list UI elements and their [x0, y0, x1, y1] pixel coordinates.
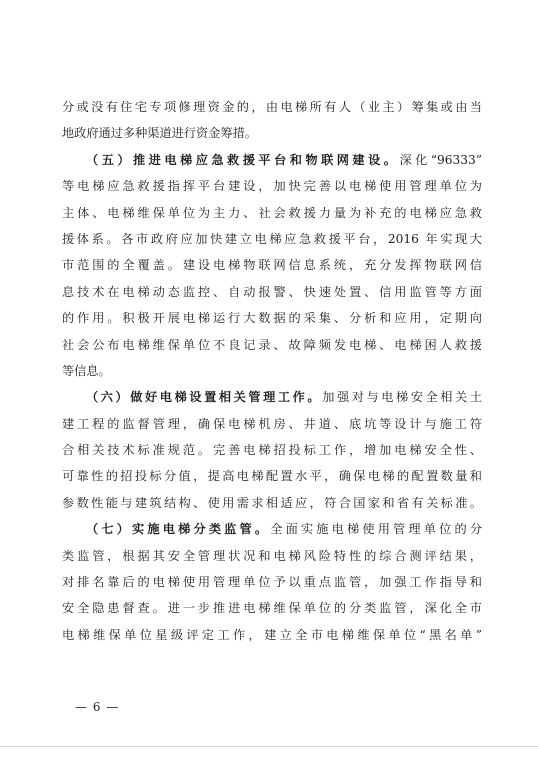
- line-text: 建工程的监督管理，确保电梯机房、井道、底坑等设计与施工符: [62, 416, 482, 431]
- body-line-20: [62, 595, 482, 621]
- body-line-9: [62, 305, 482, 331]
- line-text: 合相关技术标准规范。完善电梯招投标工作，增加电梯安全性、: [62, 443, 482, 458]
- page-number: — 6 —: [75, 700, 120, 714]
- body-line-1: [62, 94, 482, 120]
- line-text: 息技术在电梯动态监控、自动报警、快速处置、信用监管等方面: [62, 284, 482, 299]
- section-6-heading-line: [62, 384, 482, 410]
- line-text: 地政府通过多种渠道进行资金筹措。: [62, 126, 257, 141]
- body-line-16: [62, 490, 482, 516]
- body-line-4: [62, 173, 482, 199]
- section-heading: （七）实施电梯分类监管。: [86, 522, 271, 537]
- line-text: 参数性能与建筑结构、使用需求相适应，符合国家和省有关标准。: [62, 495, 482, 510]
- body-line-8: [62, 279, 482, 305]
- body-line-7: [62, 252, 482, 278]
- body-line-14: [62, 437, 482, 463]
- body-line-11: [62, 358, 482, 384]
- body-line-18: [62, 543, 482, 569]
- line-text: 的作用。积极开展电梯运行大数据的采集、分析和应用，定期向: [62, 311, 482, 326]
- line-text: 加强对与电梯安全相关土: [322, 390, 482, 405]
- section-5-heading-line: [62, 147, 482, 173]
- body-line-19: [62, 569, 482, 595]
- body-line-10: [62, 332, 482, 358]
- line-text: 分或没有住宅专项修理资金的，由电梯所有人（业主）筹集或由当: [62, 100, 482, 114]
- line-text: 对排名靠后的电梯使用管理单位予以重点监管，加强工作指导和: [62, 575, 482, 590]
- body-line-2: [62, 120, 482, 146]
- line-text: 类监管，根据其安全管理状况和电梯风险特性的综合测评结果，: [62, 548, 482, 563]
- line-text: 可靠性的招投标分值，提高电梯配置水平，确保电梯的配置数量和: [62, 469, 482, 484]
- line-text: 等信息。: [62, 363, 111, 378]
- section-heading: （六）做好电梯设置相关管理工作。: [86, 390, 323, 405]
- line-text: 安全隐患督查。进一步推进电梯维保单位的分类监管，深化全市: [62, 601, 482, 616]
- line-text: 市范围的全覆盖。建设电梯物联网信息系统，充分发挥物联网信: [62, 258, 482, 273]
- page-bottom-edge: [0, 746, 538, 747]
- body-line-21: [62, 622, 482, 648]
- document-body: [62, 94, 482, 648]
- section-heading: （五）推进电梯应急救援平台和物联网建设。: [86, 152, 400, 167]
- line-text: 等电梯应急救援指挥平台建设，加快完善以电梯使用管理单位为: [62, 179, 482, 194]
- line-text: 援体系。各市政府应加快建立电梯应急救援平台，2016 年实现大: [62, 231, 482, 246]
- line-text: 深化“96333”: [399, 152, 482, 167]
- line-text: 电梯维保单位星级评定工作，建立全市电梯维保单位“黑名单”: [62, 627, 482, 642]
- body-line-13: [62, 411, 482, 437]
- line-text: 社会公布电梯维保单位不良记录、故障频发电梯、电梯困人救援: [62, 337, 482, 352]
- section-7-heading-line: [62, 516, 482, 542]
- body-line-5: [62, 200, 482, 226]
- body-line-6: [62, 226, 482, 252]
- line-text: 全面实施电梯使用管理单位的分: [270, 522, 482, 537]
- line-text: 主体、电梯维保单位为主力、社会救援力量为补充的电梯应急救: [62, 205, 482, 220]
- body-line-15: [62, 463, 482, 489]
